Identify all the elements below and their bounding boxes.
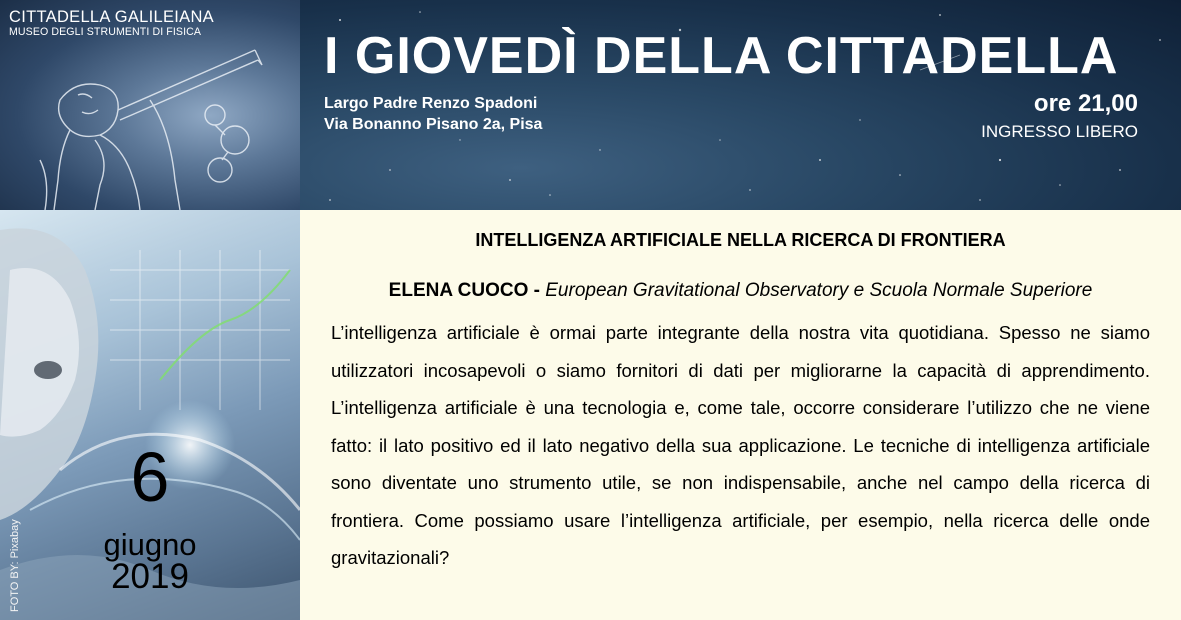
ai-robot-photo [0, 210, 300, 620]
museum-name: CITTADELLA GALILEIANA [9, 8, 214, 26]
series-title: I GIOVEDÌ DELLA CITTADELLA [324, 27, 1119, 85]
speaker-line [300, 280, 1181, 302]
free-entry-label: INGRESSO LIBERO [981, 122, 1138, 141]
talk-description: L’intelligenza artificiale è ormai parte integrante della nostra vita quotidiana. Spesso ne siamo utilizzatori incosapevoli o siamo fornitori di dati per migliorarne la capacità di apprendimento. L’intelligenza artificiale è una tecnologia e, come tale, occorre considerare l’utilizzo che ne viene fatto: il lato positivo ed il lato negativo della sua applicazione. Le tecniche di intelligenza artificiale sono diventate uno strumento utile, se non indispensabile, anche nel campo della ricerca di frontiera. Come possiamo usare l’intelligenza artificiale, per esempio, nella ricerca delle onde gravitazionali? [331, 322, 1150, 568]
speaker-name: ELENA CUOCO - [388, 280, 540, 301]
museum-logo-panel [0, 0, 300, 210]
museum-subtitle: MUSEO DEGLI STRUMENTI DI FISICA [9, 26, 202, 38]
photo-credit: FOTO BY: Pixabay [9, 519, 21, 612]
speaker-affiliation: European Gravitational Observatory e Scuola Normale Superiore [545, 280, 1093, 301]
event-month: giugno [103, 527, 197, 562]
venue-address [324, 93, 542, 135]
event-year: 2019 [111, 557, 189, 596]
address-line-1: Largo Padre Renzo Spadoni [324, 95, 538, 112]
event-time: ore 21,00 [1033, 90, 1138, 117]
address-line-2: Via Bonanno Pisano 2a, Pisa [324, 116, 543, 133]
event-details [300, 210, 1181, 620]
galileo-telescope-illustration [0, 40, 300, 210]
event-series-banner [300, 0, 1181, 210]
event-day: 6 [130, 438, 170, 516]
talk-title: INTELLIGENZA ARTIFICIALE NELLA RICERCA DI FRONTIERA [475, 230, 1006, 250]
